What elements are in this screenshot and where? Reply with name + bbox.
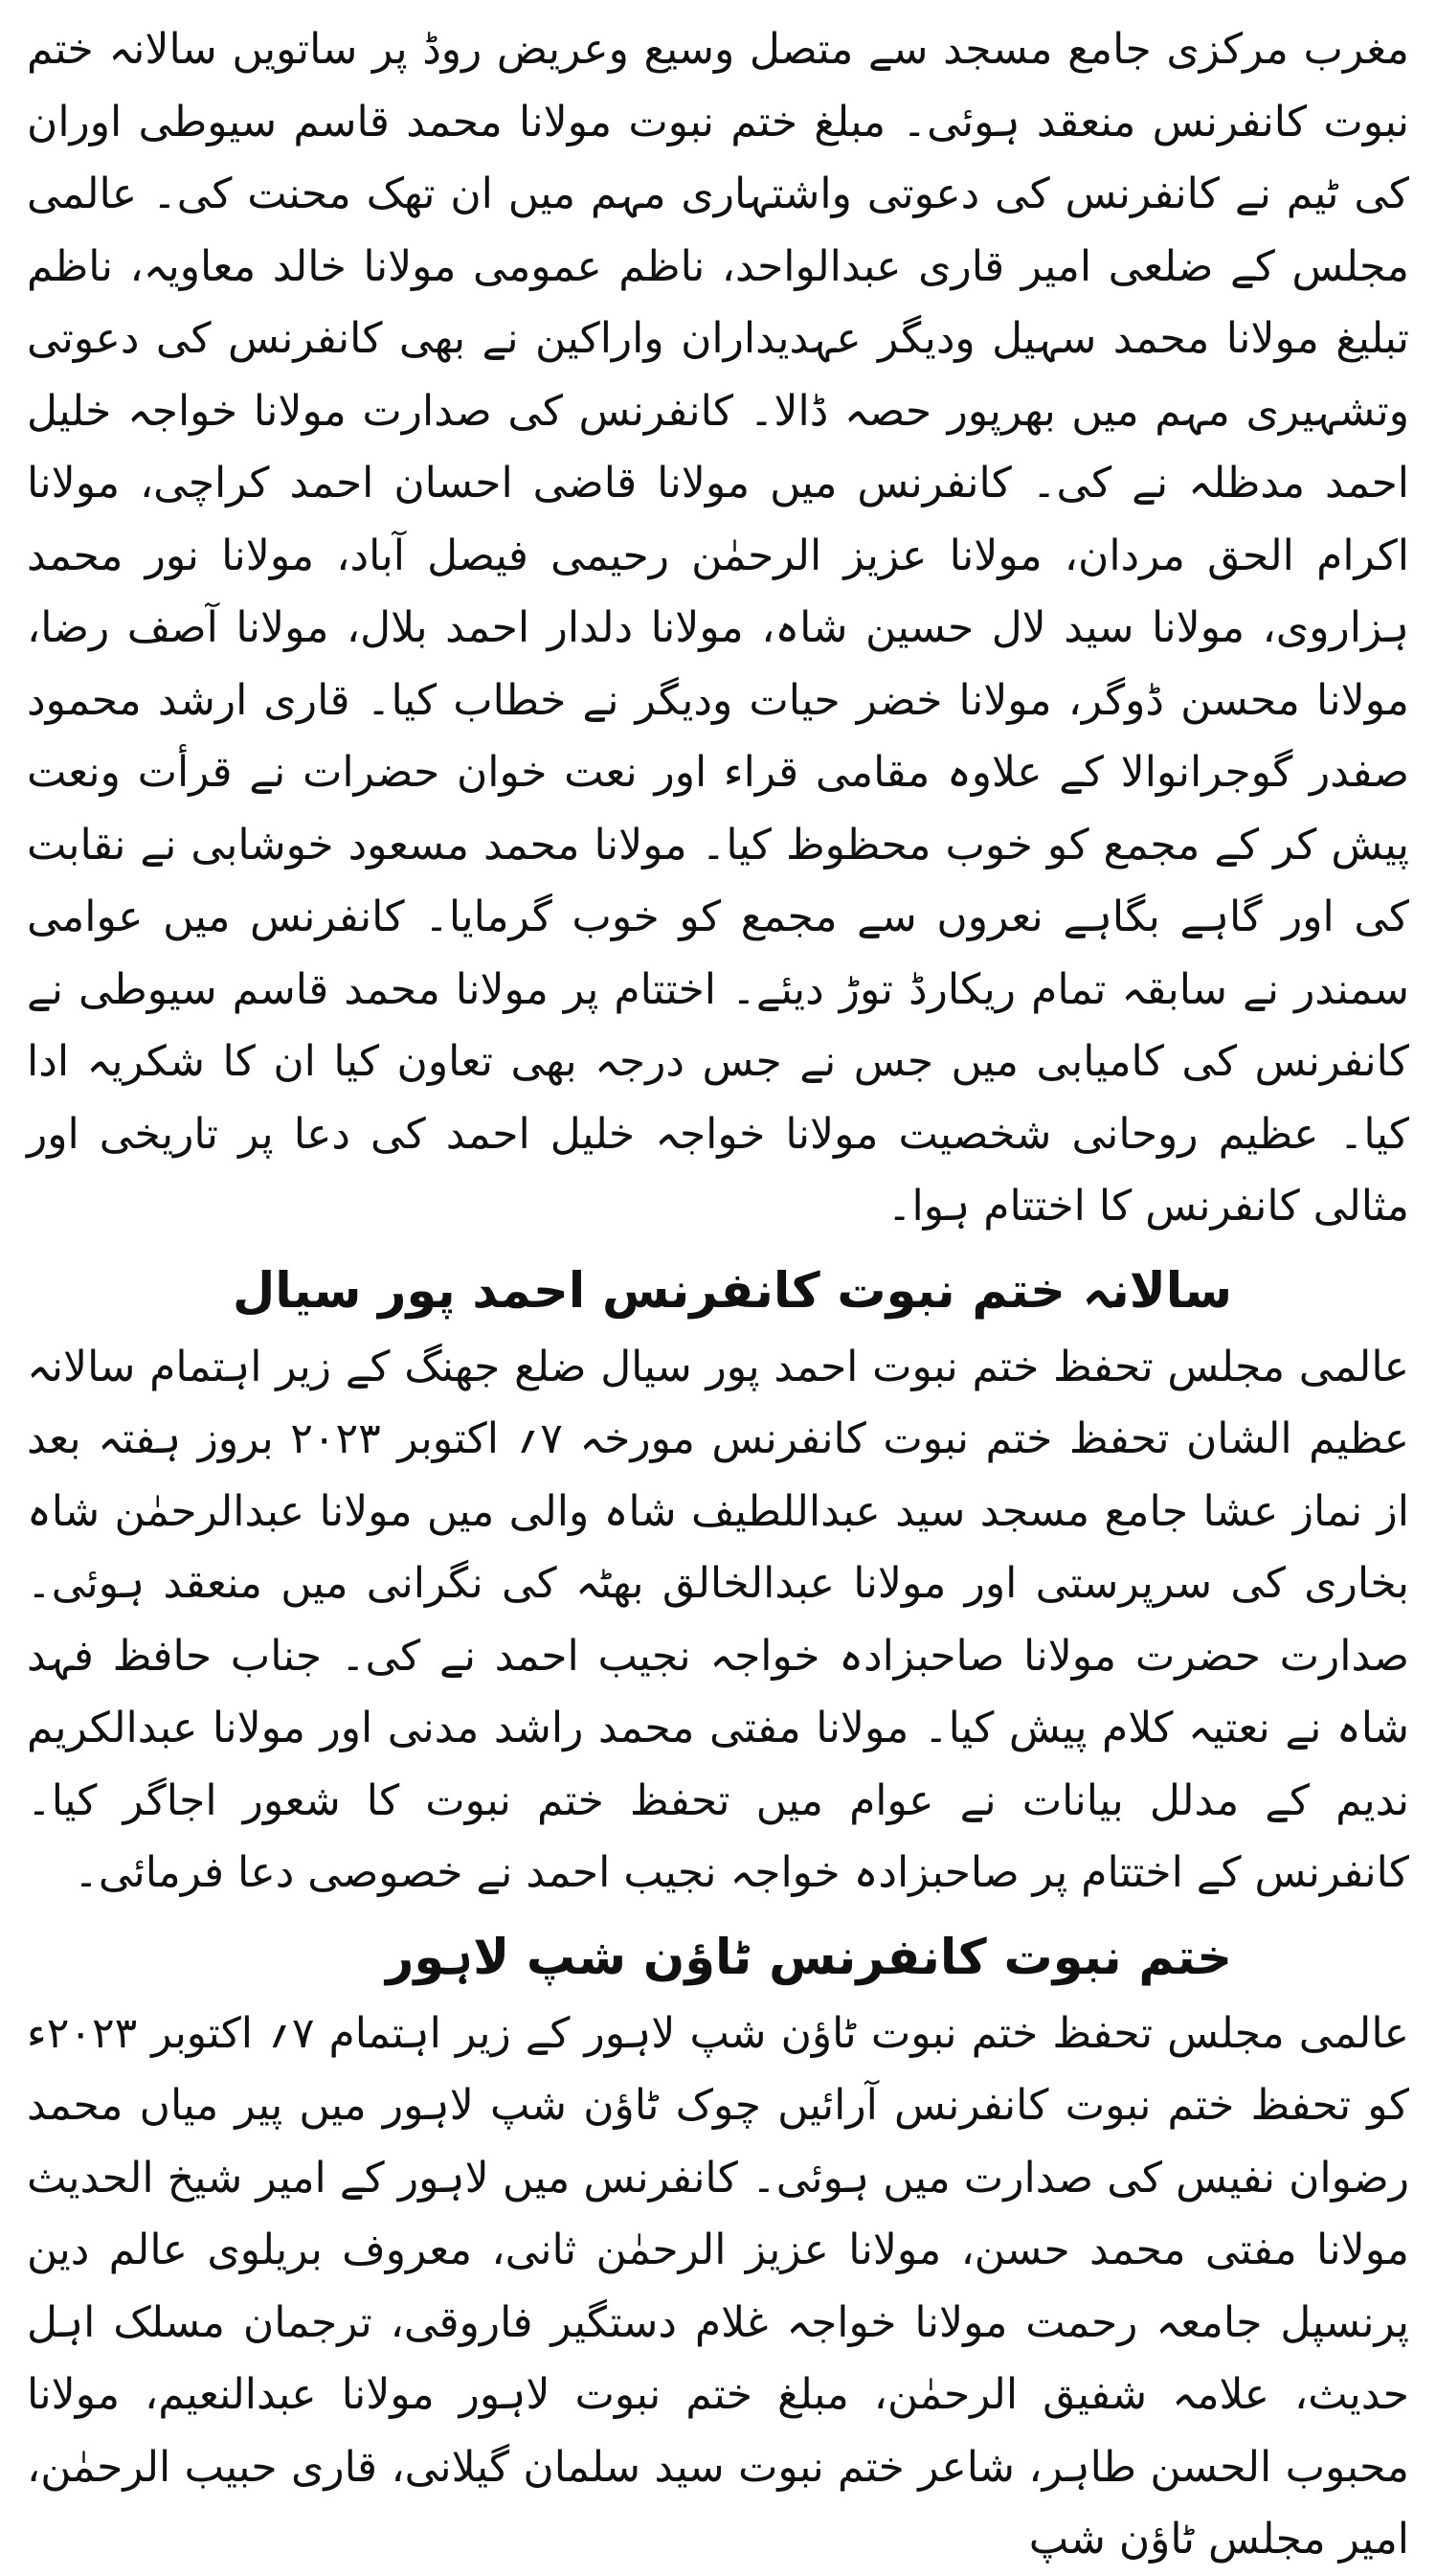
section-spacer xyxy=(27,1909,1409,1919)
section-heading: سالانہ ختم نبوت کانفرنس احمد پور سیال xyxy=(233,1262,1232,1320)
article-paragraph: عالمی مجلس تحفظ ختم نبوت ٹاؤن شپ لاہور کے زیر اہتمام ۷؍ اکتوبر ۲۰۲۳ء کو تحفظ ختم نبوت کانفرنس آرائیں چوک ٹاؤن شپ لاہور میں پیر میاں محمد رضوان نفیس کی صدارت میں ہوئی۔ کانفرنس میں لاہور کے امیر شیخ الحدیث مولانا مفتی محمد حسن، مولانا عزیز الرحمٰن ثانی، معروف بریلوی عالم دین پرنسپل جامعہ رحمت مولانا خواجہ غلام دستگیر فاروقی، ترجمان مسلک اہل حدیث، علامہ شفیق الرحمٰن، مبلغ ختم نبوت لاہور مولانا عبدالنعیم، مولانا محبوب الحسن طاہر، شاعر ختم نبوت سید سلمان گیلانی، قاری حبیب الرحمٰن، امیر مجلس ٹاؤن شپ xyxy=(27,2008,1409,2564)
section-spacer xyxy=(27,1243,1409,1253)
section-heading: ختم نبوت کانفرنس ٹاؤن شپ لاہور xyxy=(385,1929,1232,1986)
article-paragraph: مغرب مرکزی جامع مسجد سے متصل وسیع وعریض روڈ پر ساتویں سالانہ ختم نبوت کانفرنس منعقد ہوئی۔ مبلغ ختم نبوت مولانا محمد قاسم سیوطی اوران کی ٹیم نے کانفرنس کی دعوتی واشتہاری مہم میں ان تھک محنت کی۔ عالمی مجلس کے ضلعی امیر قاری عبدالواحد، ناظم عمومی مولانا خالد معاویہ، ناظم تبلیغ مولانا محمد سہیل ودیگر عہدیداران واراکین نے بھی کانفرنس کی دعوتی وتشہیری مہم میں بھرپور حصہ ڈالا۔ کانفرنس کی صدارت مولانا خواجہ خلیل احمد مدظلہ نے کی۔ کانفرنس میں مولانا قاضی احسان احمد کراچی، مولانا اکرام الحق مردان، مولانا عزیز الرحمٰن رحیمی فیصل آباد، مولانا نور محمد ہزاروی، مولانا سید لال حسین شاہ، مولانا دلدار احمد بلال، مولانا آصف رضا، مولانا محسن ڈوگر، مولانا خضر حیات ودیگر نے خطاب کیا۔ قاری ارشد محمود صفدر گوجرانوالا کے علاوہ مقامی قراء اور نعت خوان حضرات نے قرأت ونعت پیش کر کے مجمع کو خوب محظوظ کیا۔ مولانا محمد مسعود خوشابی نے نقابت کی اور گاہے بگاہے نعروں سے مجمع کو خوب گرمایا۔ کانفرنس میں عوامی سمندر نے سابقہ تمام ریکارڈ توڑ دیئے۔ اختتام پر مولانا محمد قاسم سیوطی نے کانفرنس کی کامیابی میں جس نے جس درجہ بھی تعاون کیا ان کا شکریہ ادا کیا۔ عظیم روحانی شخصیت مولانا خواجہ خلیل احمد کی دعا پر تاریخی اور مثالی کانفرنس کا اختتام ہوا۔ xyxy=(27,25,1409,1231)
article-paragraph: عالمی مجلس تحفظ ختم نبوت احمد پور سیال ضلع جھنگ کے زیر اہتمام سالانہ عظیم الشان تحفظ ختم نبوت کانفرنس مورخہ ۷؍ اکتوبر ۲۰۲۳ بروز ہفتہ بعد از نماز عشا جامع مسجد سید عبداللطیف شاہ والی میں مولانا عبدالرحمٰن شاہ بخاری کی سرپرستی اور مولانا عبدالخالق بھٹہ کی نگرانی میں منعقد ہوئی۔ صدارت حضرت مولانا صاحبزادہ خواجہ نجیب احمد نے کی۔ جناب حافظ فہد شاہ نے نعتیہ کلام پیش کیا۔ مولانا مفتی محمد راشد مدنی اور مولانا عبدالکریم ندیم کے مدلل بیانات نے عوام میں تحفظ ختم نبوت کا شعور اجاگر کیا۔ کانفرنس کے اختتام پر صاحبزادہ خواجہ نجیب احمد نے خصوصی دعا فرمائی۔ xyxy=(27,1342,1410,1897)
article-page xyxy=(27,13,1410,2564)
